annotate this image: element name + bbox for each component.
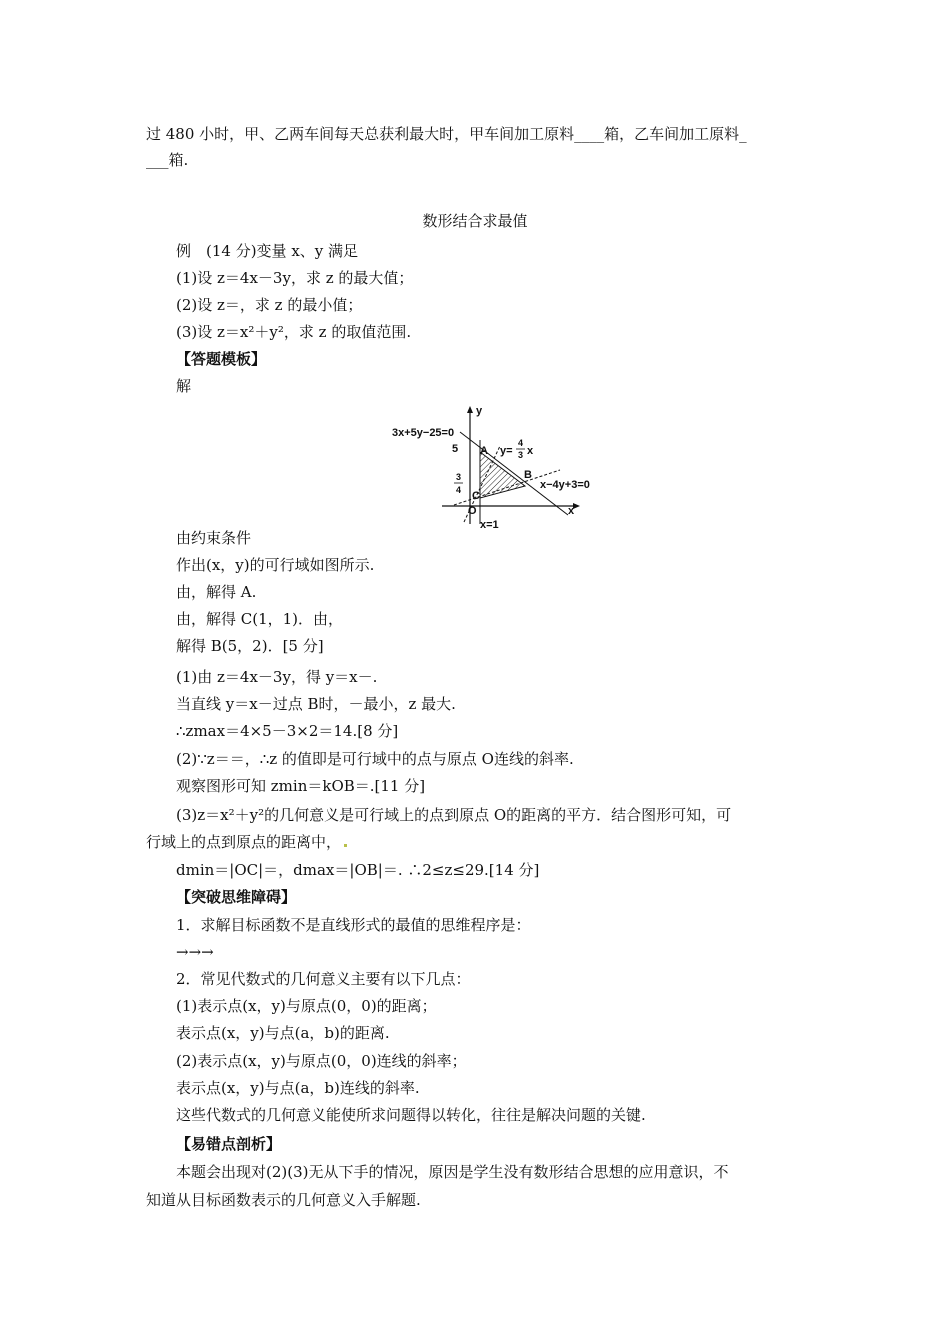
tick-34-num: 3: [456, 472, 462, 482]
text-part-1-line: 当直线 y＝x－过点 B时，－最小，z 最大.: [176, 695, 456, 713]
label-frac-den: 3: [518, 450, 524, 460]
text-meaning-summary: 这些代数式的几何意义能使所求问题得以转化，往往是解决问题的关键.: [176, 1106, 646, 1124]
solution-label: 解: [176, 377, 192, 395]
example-statement: 例 (14 分)变量 x、y 满足: [176, 242, 359, 260]
decoration-dot: [344, 844, 347, 847]
text-zmin: 观察图形可知 zmin＝kOB＝.[11 分]: [176, 777, 426, 795]
text-meaning-1b: 表示点(x，y)与点(a，b)的距离.: [176, 1024, 390, 1042]
text-solve-C: 由，解得 C(1，1)．由，: [176, 610, 344, 628]
question-3: (3)设 z＝x²＋y²，求 z 的取值范围.: [176, 323, 412, 341]
text-part-2: (2)∵z＝＝，∴z 的值即是可行域中的点与原点 O连线的斜率.: [176, 750, 574, 768]
tick-5: 5: [452, 443, 459, 455]
heading-thinking-barrier: 【突破思维障碍】: [176, 888, 297, 906]
text-constraint: 由约束条件: [176, 529, 252, 547]
text-part-3-cont: 行域上的点到原点的距离中，: [146, 832, 347, 852]
label-line-y: y=: [500, 445, 513, 457]
text-part-1: (1)由 z＝4x－3y，得 y＝x－.: [176, 668, 378, 686]
section-title: 数形结合求最值: [422, 212, 528, 230]
point-O: O: [468, 505, 477, 517]
text-meaning-2b: 表示点(x，y)与点(a，b)连线的斜率.: [176, 1079, 420, 1097]
question-1: (1)设 z＝4x－3y，求 z 的最大值；: [176, 269, 414, 287]
text-solve-B: 解得 B(5，2)．[5 分]: [176, 637, 324, 655]
text-barrier-1: 1．求解目标函数不是直线形式的最值的思维程序是：: [176, 916, 531, 934]
heading-error-analysis: 【易错点剖析】: [176, 1135, 282, 1153]
text-error-2: 知道从目标函数表示的几何意义入手解题.: [146, 1191, 421, 1209]
feasible-region-figure: [392, 402, 604, 532]
question-2: (2)设 z＝，求 z 的最小值；: [176, 296, 363, 314]
text-part-3: (3)z＝x²＋y²的几何意义是可行域上的点到原点 O的距离的平方．结合图形可知，可: [176, 806, 732, 824]
point-B: B: [524, 469, 532, 481]
text-zmax: ∴zmax＝4×5－3×2＝14.[8 分]: [176, 722, 399, 740]
text-meaning-2: (2)表示点(x，y)与原点(0，0)连线的斜率；: [176, 1052, 467, 1070]
text-error-1: 本题会出现对(2)(3)无从下手的情况，原因是学生没有数形结合思想的应用意识，不: [176, 1163, 729, 1181]
axis-label-y: y: [476, 405, 483, 417]
label-x-eq-1: x=1: [480, 519, 499, 531]
text-arrows: →→→: [176, 943, 214, 961]
axis-label-x: x: [568, 505, 575, 517]
label-frac-var: x: [527, 445, 534, 457]
feasible-region-graph: [392, 402, 604, 532]
text-solve-A: 由，解得 A.: [176, 583, 257, 601]
point-A: A: [480, 445, 488, 457]
y-axis-arrow: [467, 406, 473, 413]
label-line-3x-5y-25: 3x+5y−25=0: [392, 427, 455, 439]
heading-answer-template: 【答题模板】: [176, 350, 267, 368]
text-feasible-region: 作出(x，y)的可行域如图所示.: [176, 556, 375, 574]
point-C: C: [472, 490, 480, 502]
text-dmin-dmax: dmin＝|OC|＝，dmax＝|OB|＝. ∴2≤z≤29.[14 分]: [176, 861, 540, 879]
text-meaning-1: (1)表示点(x，y)与原点(0，0)的距离；: [176, 997, 437, 1015]
line-3x-5y-25: [460, 432, 568, 515]
tick-34-den: 4: [456, 485, 462, 495]
text-line-2: ___箱.: [146, 151, 189, 169]
label-frac-num: 4: [518, 438, 524, 448]
text-line-1: 过 480 小时，甲、乙两车间每天总获利最大时，甲车间加工原料____箱，乙车间加工原料_: [146, 125, 747, 143]
label-line-x-4y-3: x−4y+3=0: [540, 479, 590, 491]
text-barrier-2: 2．常见代数式的几何意义主要有以下几点：: [176, 970, 471, 988]
